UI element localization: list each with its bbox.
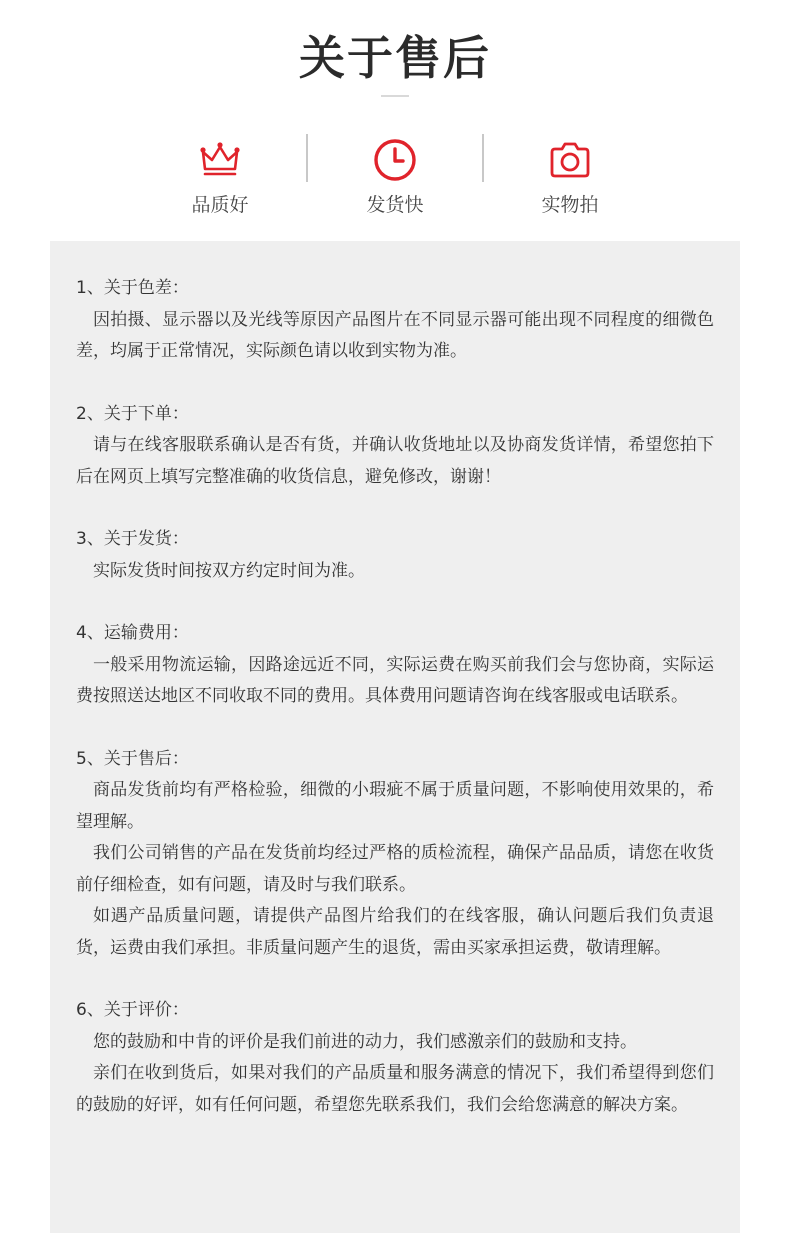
feature-divider — [306, 134, 308, 182]
feature-real-photo — [500, 130, 640, 218]
clock-icon — [373, 138, 417, 182]
section-color-difference — [76, 273, 714, 368]
section-paragraph: 一般采用物流运输，因路途远近不同，实际运费在购买前我们会与您协商，实际运费按照送达地区不同收取不同的费用。具体费用问题请咨询在线客服或电话联系。 — [76, 654, 714, 706]
section-paragraph: 请与在线客服联系确认是否有货，并确认收货地址以及协商发货详情，希望您拍下后在网页上填写完整准确的收货信息，避免修改，谢谢！ — [76, 435, 714, 487]
section-heading: 2、关于下单： — [76, 403, 189, 424]
section-reviews — [76, 995, 714, 1121]
feature-shipping — [325, 130, 465, 218]
section-paragraph: 我们公司销售的产品在发货前均经过严格的质检流程，确保产品品质，请您在收货前仔细检查，如有问题，请及时与我们联系。 — [76, 843, 714, 895]
section-heading: 4、运输费用： — [76, 623, 189, 643]
section-heading: 1、关于色差： — [76, 278, 189, 298]
section-ordering — [76, 399, 714, 494]
section-heading: 5、关于售后： — [76, 748, 189, 769]
section-shipping-cost — [76, 618, 714, 713]
title-divider — [381, 95, 409, 97]
feature-label-shipping: 发货快 — [366, 194, 424, 216]
feature-row — [0, 130, 790, 230]
section-after-sales — [76, 744, 714, 965]
section-paragraph: 商品发货前均有严格检验，细微的小瑕疵不属于质量问题，不影响使用效果的，希望理解。 — [76, 780, 714, 832]
feature-quality — [150, 130, 290, 218]
feature-label-quality: 品质好 — [191, 194, 249, 216]
page-title: 关于售后 — [299, 31, 491, 85]
feature-divider — [482, 134, 484, 182]
section-paragraph: 因拍摄、显示器以及光线等原因产品图片在不同显示器可能出现不同程度的细微色差，均属于正常情况，实际颜色请以收到实物为准。 — [76, 309, 714, 361]
after-sales-info-panel — [50, 241, 740, 1233]
section-heading: 6、关于评价： — [76, 1000, 189, 1020]
camera-icon — [548, 138, 592, 182]
section-paragraph: 您的鼓励和中肯的评价是我们前进的动力，我们感激亲们的鼓励和支持。 — [93, 1031, 637, 1052]
section-heading: 3、关于发货： — [76, 529, 189, 549]
section-paragraph: 实际发货时间按双方约定时间为准。 — [93, 560, 365, 581]
feature-label-real-photo: 实物拍 — [541, 194, 599, 216]
section-paragraph: 如遇产品质量问题，请提供产品图片给我们的在线客服，确认问题后我们负责退货，运费由我们承担。非质量问题产生的退货，需由买家承担运费，敬请理解。 — [76, 906, 714, 958]
section-shipping — [76, 524, 714, 587]
section-paragraph: 亲们在收到货后，如果对我们的产品质量和服务满意的情况下，我们希望得到您们的鼓励的好评，如有任何问题，希望您先联系我们，我们会给您满意的解决方案。 — [76, 1063, 714, 1115]
crown-icon — [198, 138, 242, 182]
